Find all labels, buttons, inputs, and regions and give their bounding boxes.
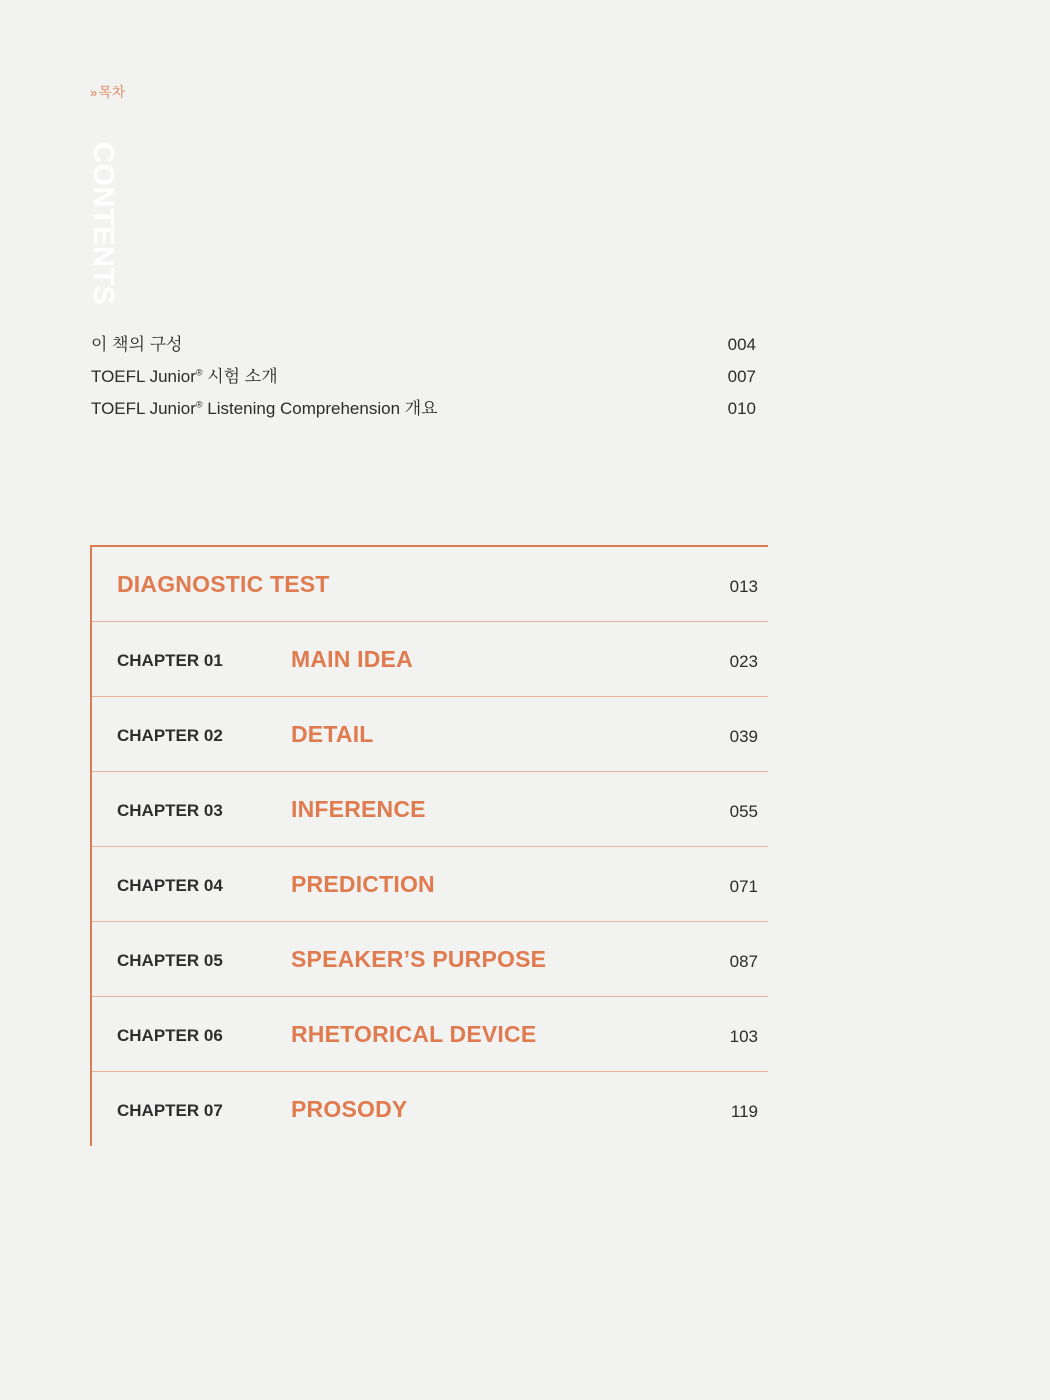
- toc-title: PREDICTION: [291, 871, 435, 897]
- registered-mark: ®: [195, 367, 203, 378]
- toc-row-chapter-05[interactable]: [92, 922, 768, 997]
- toc-chapter-number: CHAPTER 04: [117, 876, 223, 895]
- intro-item[interactable]: [91, 362, 756, 394]
- breadcrumb-label: 목차: [98, 84, 126, 100]
- table-of-contents: [90, 545, 768, 1146]
- intro-item-label-main: TOEFL Junior: [91, 399, 196, 418]
- toc-title: MAIN IDEA: [291, 646, 413, 672]
- toc-page: 119: [730, 1102, 758, 1121]
- toc-title: SPEAKER’S PURPOSE: [291, 946, 547, 972]
- toc-row-chapter-06[interactable]: [92, 997, 768, 1072]
- double-chevron-right-icon: »: [90, 84, 97, 100]
- toc-row-chapter-07[interactable]: [92, 1072, 768, 1146]
- toc-chapter-number: CHAPTER 02: [117, 726, 223, 745]
- toc-row-diagnostic[interactable]: [92, 547, 768, 622]
- breadcrumb: [90, 82, 125, 102]
- toc-chapter-number: CHAPTER 01: [117, 651, 223, 670]
- toc-page: 039: [729, 727, 758, 746]
- toc-title: DETAIL: [291, 721, 374, 747]
- intro-item-page: 007: [727, 367, 756, 386]
- intro-item-label: [91, 394, 438, 419]
- contents-title: CONTENTS: [87, 142, 119, 306]
- intro-item-label-suffix: 시험 소개: [202, 367, 278, 386]
- toc-chapter-number: CHAPTER 05: [117, 951, 223, 970]
- toc-page: 087: [729, 952, 758, 971]
- intro-item-label-suffix: Listening Comprehension 개요: [202, 399, 438, 418]
- toc-page: 055: [729, 802, 758, 821]
- toc-title: INFERENCE: [291, 796, 426, 822]
- toc-chapter-number: CHAPTER 03: [117, 801, 223, 820]
- toc-title: PROSODY: [291, 1096, 408, 1122]
- toc-page: 103: [729, 1027, 758, 1046]
- toc-title: DIAGNOSTIC TEST: [117, 571, 330, 597]
- toc-page: 071: [729, 877, 758, 896]
- toc-title: RHETORICAL DEVICE: [291, 1021, 537, 1047]
- intro-item[interactable]: [91, 394, 756, 426]
- toc-row-chapter-02[interactable]: [92, 697, 768, 772]
- intro-item-label: 이 책의 구성: [91, 335, 183, 354]
- toc-row-chapter-01[interactable]: [92, 622, 768, 697]
- intro-item-page: 010: [727, 399, 756, 418]
- intro-item[interactable]: [91, 330, 756, 362]
- registered-mark: ®: [195, 399, 203, 410]
- toc-chapter-number: CHAPTER 06: [117, 1026, 223, 1045]
- intro-list: [91, 330, 756, 426]
- intro-item-label-main: TOEFL Junior: [91, 367, 196, 386]
- intro-item-label: [91, 362, 278, 387]
- toc-row-chapter-03[interactable]: [92, 772, 768, 847]
- toc-chapter-number: CHAPTER 07: [117, 1101, 223, 1120]
- toc-row-chapter-04[interactable]: [92, 847, 768, 922]
- toc-page: 013: [729, 577, 758, 596]
- intro-item-page: 004: [727, 335, 756, 354]
- toc-page: 023: [729, 652, 758, 671]
